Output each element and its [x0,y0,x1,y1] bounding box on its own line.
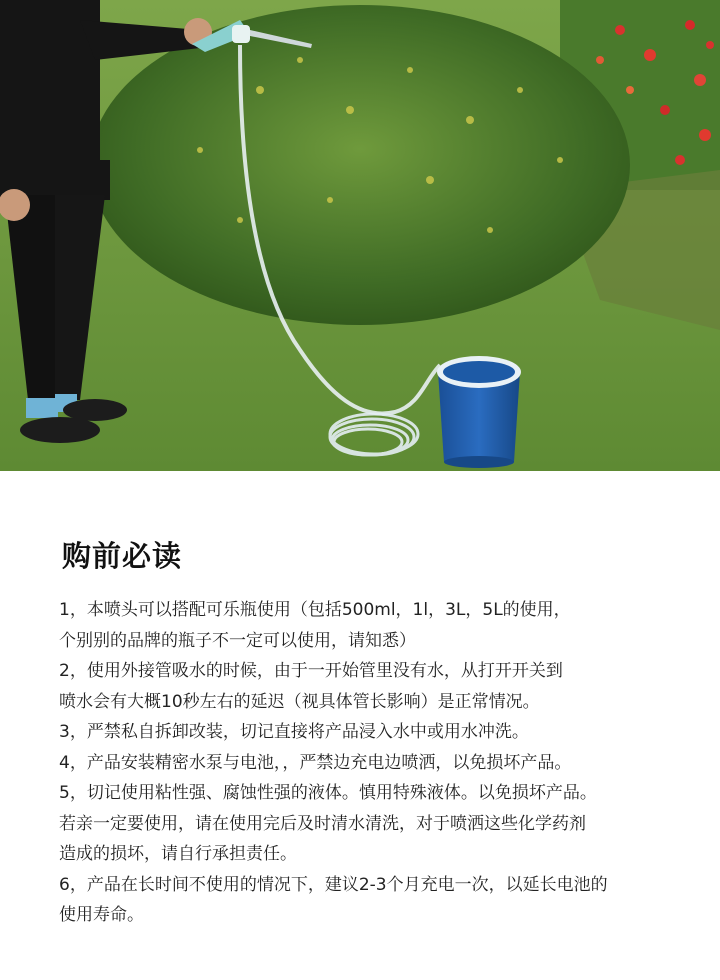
notice-line: 4，产品安装精密水泵与电池，，严禁边充电边喷洒，以免损坏产品。 [59,752,572,773]
product-photo [0,0,720,471]
notice-line: 1，本喷头可以搭配可乐瓶使用（包括500ml，1l，3L，5L的使用， [59,600,571,620]
notice-line: 个别别的品牌的瓶子不一定可以使用，请知悉） [59,630,416,651]
notice-line: 5，切记使用粘性强、腐蚀性强的液体。慎用特殊液体。以免损坏产品。 [59,783,597,803]
notice-line: 3，严禁私自拆卸改装，切记直接将产品浸入水中或用水冲洗。 [59,722,529,742]
notice-line: 6，产品在长时间不使用的情况下，建议2-3个月充电一次，以延长电池的 [59,874,608,895]
notice-list [59,595,699,931]
notice-line: 若亲一定要使用，请在使用完后及时清水清洗，对于喷洒这些化学药剂 [59,813,586,834]
garden-scene-illustration [0,0,720,471]
notice-line: 2，使用外接管吸水的时候，由于一开始管里没有水，从打开开关到 [59,661,563,681]
notice-title: 购前必读 [62,539,183,573]
notice-line: 喷水会有大概10秒左右的延迟（视具体管长影响）是正常情况。 [59,691,540,712]
notice-section [0,471,720,980]
bucket [437,356,521,468]
notice-line: 造成的损坏，请自行承担责任。 [59,844,297,864]
bush [90,5,630,325]
notice-line: 使用寿命。 [59,905,144,925]
